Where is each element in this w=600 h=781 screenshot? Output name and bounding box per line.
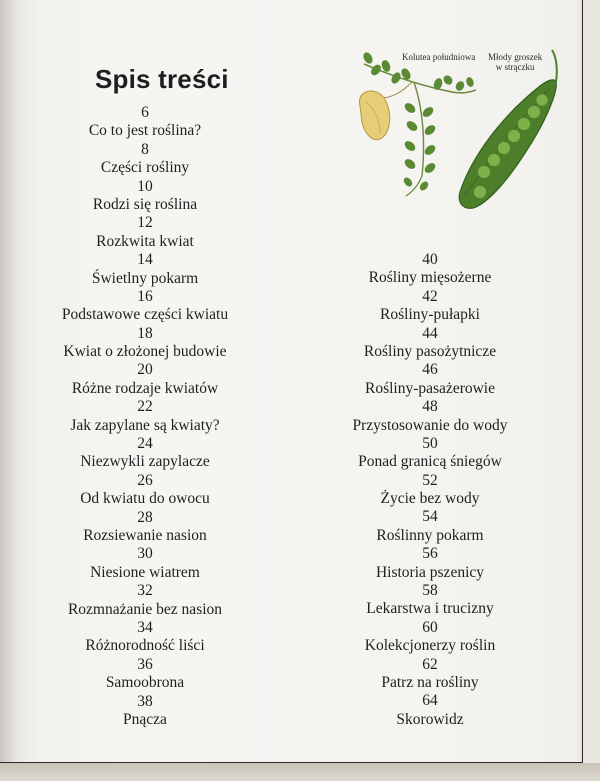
toc-page-number: 10 xyxy=(137,177,153,195)
toc-entry-title: Przystosowanie do wody xyxy=(352,416,508,434)
toc-page-number: 40 xyxy=(422,251,438,268)
toc-entry xyxy=(35,656,255,693)
toc-entry-title: Lekarstwa i trucizny xyxy=(366,600,494,618)
toc-entry xyxy=(35,178,255,215)
toc-entry xyxy=(320,398,540,435)
toc-entry xyxy=(320,435,540,472)
toc-entry xyxy=(320,288,540,325)
toc-page-number: 22 xyxy=(137,398,153,416)
toc-page-number: 16 xyxy=(137,287,153,305)
toc-entry xyxy=(320,361,540,398)
toc-entry xyxy=(320,692,540,729)
toc-entry-title: Co to jest roślina? xyxy=(88,122,202,140)
toc-entry xyxy=(320,656,540,693)
toc-entry-title: Skorowidz xyxy=(396,710,464,728)
toc-page-number: 42 xyxy=(422,287,438,305)
toc-entry-title: Niesione wiatrem xyxy=(90,563,200,581)
toc-entry xyxy=(35,398,255,435)
toc-entry-title: Części rośliny xyxy=(100,159,190,177)
toc-entry-title: Jak zapylane są kwiaty? xyxy=(70,416,220,434)
toc-page-number: 38 xyxy=(137,692,153,710)
plant-illustration xyxy=(352,46,568,222)
toc-entry-title: Rozsiewanie nasion xyxy=(83,526,207,544)
toc-entry xyxy=(35,214,255,251)
toc-entry xyxy=(35,509,255,546)
toc-entry-title: Życie bez wody xyxy=(380,490,480,508)
toc-page-number: 62 xyxy=(422,655,438,673)
toc-entry-title: Rośliny mięsożerne xyxy=(368,269,492,287)
toc-page-number: 52 xyxy=(422,471,438,489)
toc-page-number: 36 xyxy=(137,655,153,673)
toc-entry xyxy=(35,104,255,141)
toc-entry-title: Rośliny-pułapki xyxy=(380,306,480,324)
toc-entry-title: Niezwykli zapylacze xyxy=(80,453,210,471)
toc-entry-title: Podstawowe części kwiatu xyxy=(61,306,229,324)
toc-entry xyxy=(35,361,255,398)
toc-page-number: 34 xyxy=(137,618,153,636)
toc-page-number: 48 xyxy=(422,398,438,416)
toc-entry xyxy=(35,472,255,509)
toc-entry xyxy=(35,325,255,362)
toc-entry xyxy=(35,619,255,656)
toc-page-number: 18 xyxy=(137,324,153,342)
toc-entry xyxy=(320,582,540,619)
toc-page-number: 6 xyxy=(141,104,149,121)
toc-entry-title: Różnorodność liści xyxy=(85,637,205,655)
toc-page-number: 12 xyxy=(137,214,153,232)
caption-groszek-line2: w strączku xyxy=(495,62,535,72)
toc-entry xyxy=(320,619,540,656)
toc-entry-title: Rozkwita kwiat xyxy=(96,232,194,250)
page-gutter-shadow xyxy=(0,0,18,762)
toc-page-number: 28 xyxy=(137,508,153,526)
toc-entry xyxy=(35,545,255,582)
toc-page-number: 26 xyxy=(137,471,153,489)
toc-column-left xyxy=(35,104,255,729)
toc-entry xyxy=(320,472,540,509)
toc-page-number: 60 xyxy=(422,618,438,636)
toc-entry-title: Ponad granicą śniegów xyxy=(358,453,502,471)
toc-entry-title: Samoobrona xyxy=(105,674,185,692)
toc-entry xyxy=(35,435,255,472)
toc-entry xyxy=(320,545,540,582)
toc-entry-title: Pnącza xyxy=(123,710,167,728)
caption-kolutea: Kolutea południowa xyxy=(402,52,476,62)
toc-page-number: 50 xyxy=(422,434,438,452)
toc-page-number: 8 xyxy=(141,140,149,158)
toc-page-number: 44 xyxy=(422,324,438,342)
toc-entry-title: Różne rodzaje kwiatów xyxy=(71,379,219,397)
toc-entry xyxy=(35,582,255,619)
toc-page-number: 58 xyxy=(422,582,438,600)
toc-entry-title: Rośliny pasożytnicze xyxy=(363,342,497,360)
page-title: Spis treści xyxy=(95,64,229,94)
toc-entry xyxy=(320,251,540,288)
toc-entry-title: Roślinny pokarm xyxy=(376,526,484,544)
toc-page-number: 56 xyxy=(422,545,438,563)
table-surface xyxy=(0,763,600,781)
toc-entry-title: Rozmnażanie bez nasion xyxy=(67,600,223,618)
toc-page-number: 54 xyxy=(422,508,438,526)
toc-entry xyxy=(35,251,255,288)
toc-page-number: 30 xyxy=(137,545,153,563)
toc-page-number: 20 xyxy=(137,361,153,379)
toc-entry-title: Patrz na rośliny xyxy=(381,673,479,691)
toc-entry xyxy=(320,508,540,545)
toc-page-number: 24 xyxy=(137,435,153,453)
toc-column-right xyxy=(320,251,540,729)
toc-page-number: 14 xyxy=(137,251,153,269)
toc-entry-title: Kolekcjonerzy roślin xyxy=(364,637,496,655)
toc-entry-title: Świetlny pokarm xyxy=(91,269,199,287)
toc-entry-title: Rośliny-pasażerowie xyxy=(365,379,495,397)
toc-page-number: 46 xyxy=(422,361,438,379)
toc-entry xyxy=(320,325,540,362)
toc-page-number: 64 xyxy=(422,692,438,710)
toc-entry-title: Historia pszenicy xyxy=(375,563,485,581)
toc-entry xyxy=(35,693,255,730)
toc-entry xyxy=(35,141,255,178)
toc-entry-title: Rodzi się roślina xyxy=(92,195,198,213)
toc-entry xyxy=(35,288,255,325)
toc-entry-title: Od kwiatu do owocu xyxy=(80,490,210,508)
caption-groszek-line1: Młody groszek xyxy=(488,52,543,62)
toc-page-number: 32 xyxy=(137,582,153,600)
toc-entry-title: Kwiat o złożonej budowie xyxy=(63,343,227,361)
